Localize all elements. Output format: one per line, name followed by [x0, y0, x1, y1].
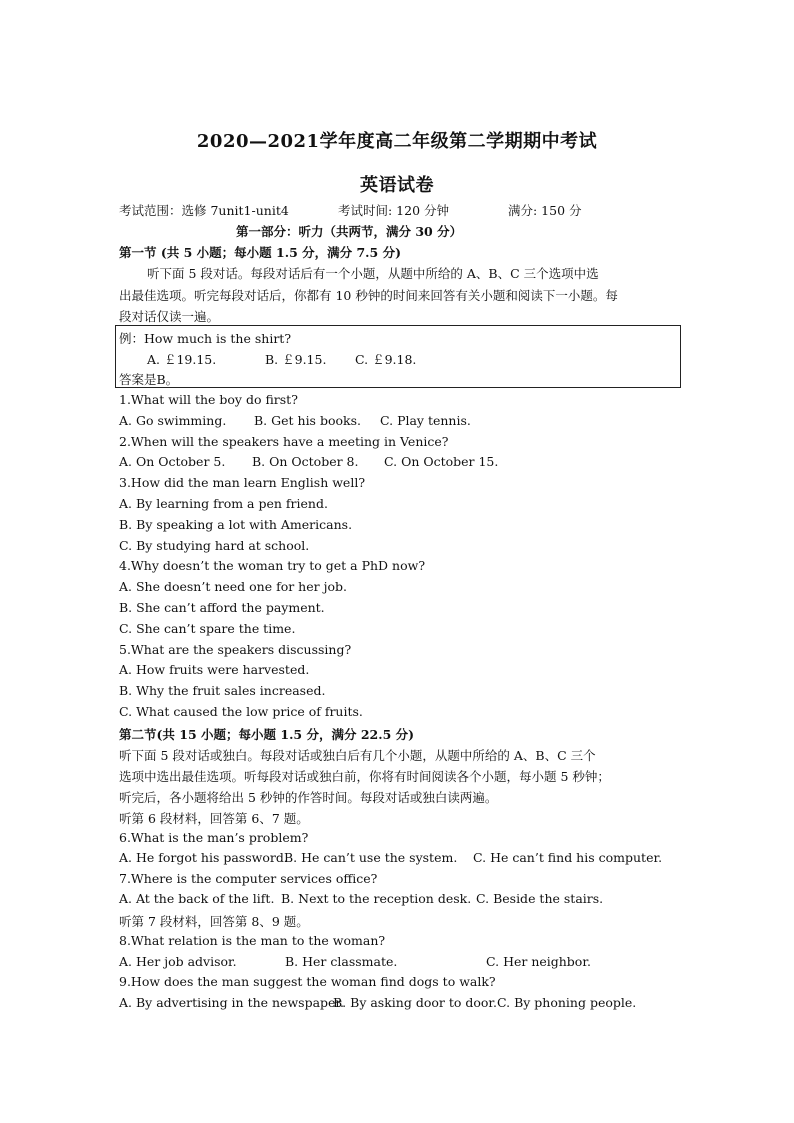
q7-option-b: B. Next to the reception desk.	[281, 891, 472, 906]
q2-option-b: B. On October 8.	[252, 454, 359, 469]
example-option-b: B. ￡9.15.	[265, 352, 327, 367]
question-6: 6.What is the man’s problem?	[119, 830, 309, 845]
q3-option-b: B. By speaking a lot with Americans.	[119, 517, 353, 532]
example-option-c: C. ￡9.18.	[355, 352, 417, 367]
q9-option-a: A. By advertising in the newspaper.	[119, 995, 344, 1010]
q2-option-c: C. On October 15.	[384, 454, 499, 469]
section1-instruction-3: 段对话仅读一遍。	[119, 309, 220, 324]
q5-option-a: A. How fruits were harvested.	[119, 662, 310, 677]
q8-option-c: C. Her neighbor.	[486, 954, 591, 969]
q9-option-b: B. By asking door to door.	[333, 995, 497, 1010]
question-3: 3.How did the man learn English well?	[119, 475, 366, 490]
section1-instruction-1: 听下面 5 段对话。每段对话后有一个小题，从题中所给的 A、B、C 三个选项中选	[147, 266, 599, 281]
example-option-a: A. ￡19.15.	[147, 352, 217, 367]
q7-option-c: C. Beside the stairs.	[476, 891, 604, 906]
question-1: 1.What will the boy do first?	[119, 392, 298, 407]
q1-option-a: A. Go swimming.	[119, 413, 227, 428]
section1-instruction-2: 出最佳选项。听完每段对话后，你都有 10 秒钟的时间来回答有关小题和阅读下一小题。每	[119, 288, 618, 303]
q6-option-a: A. He forgot his password.	[119, 850, 288, 865]
question-5: 5.What are the speakers discussing?	[119, 642, 352, 657]
q3-option-c: C. By studying hard at school.	[119, 538, 310, 553]
section2-instruction-3: 听完后，各小题将给出 5 秒钟的作答时间。每段对话或独白读两遍。	[119, 790, 498, 805]
exam-subtitle: 英语试卷	[360, 175, 434, 196]
part1-heading: 第一部分：听力（共两节，满分 30 分）	[236, 224, 463, 239]
q6-option-c: C. He can’t find his computer.	[473, 850, 663, 865]
q7-option-a: A. At the back of the lift.	[119, 891, 275, 906]
question-9: 9.How does the man suggest the woman find dogs to walk?	[119, 974, 496, 989]
q9-option-c: C. By phoning people.	[497, 995, 637, 1010]
q1-option-c: C. Play tennis.	[380, 413, 471, 428]
question-8: 8.What relation is the man to the woman?	[119, 933, 386, 948]
q4-option-c: C. She can’t spare the time.	[119, 621, 296, 636]
q8-option-a: A. Her job advisor.	[119, 954, 237, 969]
question-4: 4.Why doesn’t the woman try to get a PhD now?	[119, 558, 426, 573]
question-7: 7.Where is the computer services office?	[119, 871, 378, 886]
section1-heading: 第一节 (共 5 小题；每小题 1.5 分，满分 7.5 分)	[119, 245, 401, 260]
exam-info-score: 满分: 150 分	[508, 203, 582, 218]
q5-option-c: C. What caused the low price of fruits.	[119, 704, 363, 719]
section2-instruction-2: 选项中选出最佳选项。听每段对话或独白前，你将有时间阅读各个小题，每小题 5 秒钟；	[119, 769, 610, 784]
section2-heading: 第二节(共 15 小题；每小题 1.5 分，满分 22.5 分)	[119, 727, 415, 742]
example-question: 例：How much is the shirt?	[119, 331, 292, 346]
q3-option-a: A. By learning from a pen friend.	[119, 496, 328, 511]
q4-option-a: A. She doesn’t need one for her job.	[119, 579, 347, 594]
q4-option-b: B. She can’t afford the payment.	[119, 600, 325, 615]
q5-option-b: B. Why the fruit sales increased.	[119, 683, 326, 698]
exam-info-scope: 考试范围：选修 7unit1-unit4	[119, 203, 289, 218]
question-2: 2.When will the speakers have a meeting in Venice?	[119, 434, 449, 449]
example-answer: 答案是B。	[119, 372, 179, 387]
exam-title: 2020—2021学年度高二年级第二学期期中考试	[196, 131, 598, 152]
material-7-heading: 听第 7 段材料，回答第 8、9 题。	[119, 914, 309, 929]
q2-option-a: A. On October 5.	[119, 454, 226, 469]
exam-info-time: 考试时间: 120 分钟	[338, 203, 450, 218]
q6-option-b: B. He can’t use the system.	[284, 850, 458, 865]
material-6-heading: 听第 6 段材料，回答第 6、7 题。	[119, 811, 309, 826]
section2-instruction-1: 听下面 5 段对话或独白。每段对话或独白后有几个小题，从题中所给的 A、B、C 三个	[119, 748, 596, 763]
q1-option-b: B. Get his books.	[254, 413, 361, 428]
q8-option-b: B. Her classmate.	[285, 954, 398, 969]
